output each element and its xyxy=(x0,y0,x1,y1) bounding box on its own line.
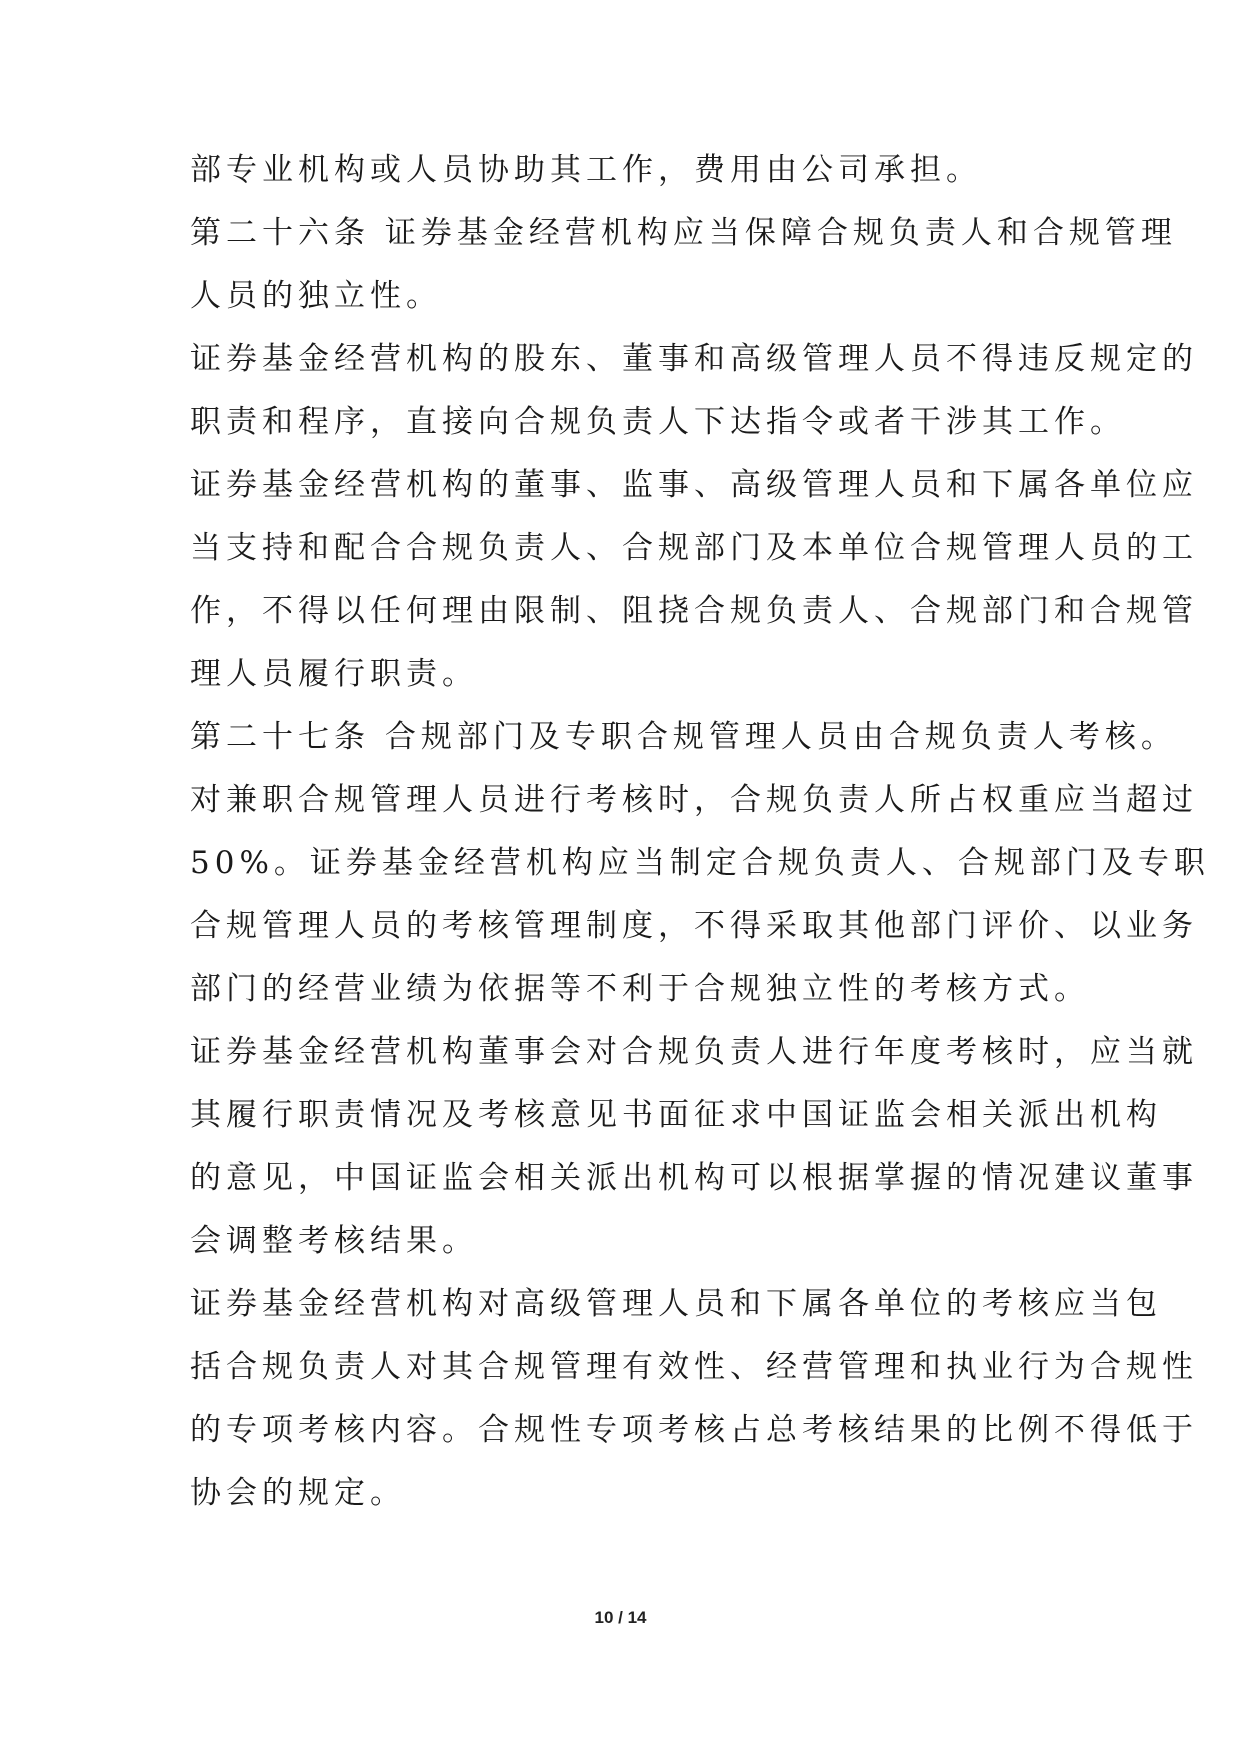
text-line-9: 理人员履行职责。 xyxy=(190,656,478,692)
text-line-13: 合规管理人员的考核管理制度，不得采取其他部门评价、以业务 xyxy=(190,908,1198,944)
text-line-21: 的专项考核内容。合规性专项考核占总考核结果的比例不得低于 xyxy=(190,1412,1198,1448)
text-line-3: 人员的独立性。 xyxy=(190,278,442,314)
text-line-12: 50%。证券基金经营机构应当制定合规负责人、合规部门及专职 xyxy=(190,845,1210,881)
text-line-8: 作，不得以任何理由限制、阻挠合规负责人、合规部门和合规管 xyxy=(190,593,1198,629)
text-line-10: 第二十七条 合规部门及专职合规管理人员由合规负责人考核。 xyxy=(190,719,1177,755)
text-line-5: 职责和程序，直接向合规负责人下达指令或者干涉其工作。 xyxy=(190,404,1126,440)
text-line-18: 会调整考核结果。 xyxy=(190,1223,478,1259)
text-line-15: 证券基金经营机构董事会对合规负责人进行年度考核时，应当就 xyxy=(190,1034,1198,1070)
text-line-22: 协会的规定。 xyxy=(190,1475,406,1511)
text-line-4: 证券基金经营机构的股东、董事和高级管理人员不得违反规定的 xyxy=(190,341,1198,377)
text-line-20: 括合规负责人对其合规管理有效性、经营管理和执业行为合规性 xyxy=(190,1349,1198,1385)
text-line-14: 部门的经营业绩为依据等不利于合规独立性的考核方式。 xyxy=(190,971,1090,1007)
text-line-19: 证券基金经营机构对高级管理人员和下属各单位的考核应当包 xyxy=(190,1286,1162,1322)
text-line-2: 第二十六条 证券基金经营机构应当保障合规负责人和合规管理 xyxy=(190,215,1177,251)
text-line-7: 当支持和配合合规负责人、合规部门及本单位合规管理人员的工 xyxy=(190,530,1198,566)
text-line-1: 部专业机构或人员协助其工作，费用由公司承担。 xyxy=(190,152,982,188)
text-line-6: 证券基金经营机构的董事、监事、高级管理人员和下属各单位应 xyxy=(190,467,1198,503)
page-number: 10 / 14 xyxy=(594,1608,647,1627)
text-line-11: 对兼职合规管理人员进行考核时，合规负责人所占权重应当超过 xyxy=(190,782,1198,818)
text-line-16: 其履行职责情况及考核意见书面征求中国证监会相关派出机构 xyxy=(190,1097,1162,1133)
text-line-17: 的意见，中国证监会相关派出机构可以根据掌握的情况建议董事 xyxy=(190,1160,1198,1196)
